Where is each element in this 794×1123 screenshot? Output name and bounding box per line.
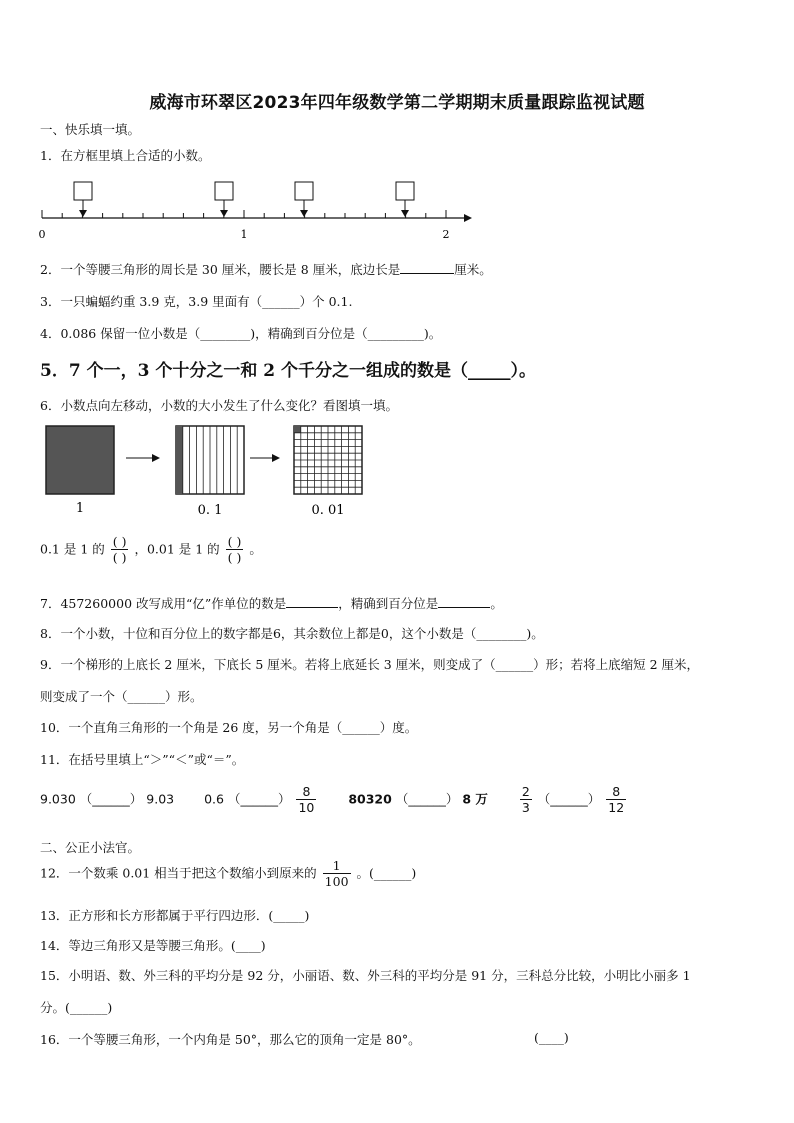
- number-line-arrow: [464, 214, 472, 222]
- answer-box-3: [295, 182, 313, 217]
- q6-frac1-den: ( ): [112, 550, 127, 565]
- q11b-fraction: [296, 784, 316, 815]
- question-13: 13．正方形和长方形都属于平行四边形．(_____): [40, 908, 310, 923]
- q11d-fraction-1: [520, 784, 532, 815]
- question-6: 6．小数点向左移动，小数的大小发生了什么变化？看图填一填。: [40, 398, 398, 413]
- q12-den: 100: [324, 874, 349, 889]
- question-10: 10．一个直角三角形的一个角是 26 度，另一个角是（______）度。: [40, 720, 418, 735]
- question-11: 11．在括号里填上“＞”“＜”或“＝”。: [40, 752, 245, 767]
- q11b-den: 10: [298, 800, 315, 815]
- tick-label-1: 1: [240, 228, 248, 241]
- question-9-line1: 9．一个梯形的上底长 2 厘米，下底长 5 厘米。若将上底延长 3 厘米，则变成了（______）形；若将上底缩短 2 厘米，: [40, 657, 700, 672]
- question-3: 3．一只蝙蝠约重 3.9 克，3.9 里面有（______）个 0.1.: [40, 294, 353, 309]
- section-1-heading: 一、快乐填一填。: [40, 122, 141, 137]
- q7-text3: 。: [490, 596, 503, 611]
- q11d-fraction-2: [606, 784, 626, 815]
- whole-square: [46, 426, 114, 494]
- q12-fraction: [323, 858, 351, 889]
- q11a-blank[interactable]: （______）: [79, 791, 143, 807]
- question-2-text: 2．一个等腰三角形的周长是 30 厘米，腰长是 8 厘米，底边长是: [40, 262, 401, 277]
- question-8: 8．一个小数，十位和百分位上的数字都是6，其余数位上都是0，这个小数是（________)。: [40, 626, 544, 641]
- q12-text1: 12．一个数乘 0.01 相当于把这个数缩小到原来的: [40, 865, 317, 881]
- q11b-num: 8: [296, 784, 316, 800]
- label-one: 1: [75, 501, 85, 516]
- question-1: 1．在方框里填上合适的小数。: [40, 148, 211, 163]
- q11d-num1: 2: [521, 784, 530, 799]
- section-2-heading: 二、公正小法官。: [40, 840, 141, 855]
- question-16: 16．一个等腰三角形，一个内角是 50°，那么它的顶角一定是 80°。: [40, 1032, 421, 1047]
- q6-answer-part3: 。: [249, 541, 262, 557]
- q6-fraction-1[interactable]: [111, 534, 129, 565]
- answer-box-1: [74, 182, 92, 217]
- page-title: 威海市环翠区2023年四年级数学第二学期期末质量跟踪监视试题: [149, 93, 645, 113]
- q6-answer-part1: 0.1 是 1 的: [40, 541, 105, 557]
- q11b-blank[interactable]: （______）: [227, 791, 291, 807]
- question-2-after: 厘米。: [454, 262, 492, 277]
- q7-text2: ，精确到百分位是: [338, 596, 439, 611]
- q11b-left: 0.6: [204, 791, 224, 807]
- q11d-blank[interactable]: （______）: [537, 791, 601, 807]
- q7-blank-1[interactable]: [286, 595, 338, 608]
- q7-text1: 7．457260000 改写成用“亿”作单位的数是: [40, 596, 287, 611]
- q12-text2[interactable]: 。(______): [356, 865, 417, 881]
- question-12: [40, 858, 416, 889]
- q6-frac1-num: ( ): [112, 534, 127, 549]
- q11d-num2: 8: [606, 784, 626, 800]
- question-11-items: [40, 784, 628, 815]
- q11c-right: 8 万: [462, 791, 488, 807]
- answer-box-4: [396, 182, 414, 217]
- q6-frac2-den: ( ): [227, 550, 242, 565]
- tick-label-2: 2: [442, 228, 450, 241]
- answer-box-2: [215, 182, 233, 217]
- question-15-line1: 15．小明语、数、外三科的平均分是 92 分，小丽语、数、外三科的平均分是 91 分，三科总分比较，小明比小丽多 1: [40, 968, 691, 983]
- q6-frac2-num: ( ): [227, 534, 242, 549]
- tick-label-0: 0: [38, 228, 46, 241]
- q11a-right: 9.03: [146, 791, 175, 807]
- question-4: 4．0.086 保留一位小数是（________)，精确到百分位是（_________)。: [40, 326, 442, 341]
- label-tenth: 0. 1: [197, 503, 223, 518]
- question-2: [40, 260, 492, 278]
- decimal-grid-figure: [40, 422, 380, 522]
- question-15-line2: 分。(______): [40, 1000, 113, 1015]
- question-9-line2: 则变成了一个（______）形。: [40, 689, 203, 704]
- q7-blank-2[interactable]: [438, 595, 490, 608]
- question-2-blank[interactable]: [400, 261, 454, 274]
- question-14: 14．等边三角形又是等腰三角形。(____): [40, 938, 266, 953]
- question-5: 5．7 个一，3 个十分之一和 2 个千分之一组成的数是（_____）。: [40, 361, 536, 381]
- q11d-den1: 3: [521, 800, 530, 815]
- q11c-left: 80320: [348, 791, 392, 807]
- q11d-den2: 12: [608, 800, 625, 815]
- question-16-paren[interactable]: (____): [534, 1030, 569, 1045]
- number-line-ticks: [42, 210, 446, 218]
- q11c-blank[interactable]: （______）: [395, 791, 459, 807]
- q12-num: 1: [323, 858, 351, 874]
- number-line: [36, 176, 476, 246]
- q11a-left: 9.030: [40, 791, 76, 807]
- label-hundredth: 0. 01: [311, 503, 345, 518]
- q6-answer-part2: ，0.01 是 1 的: [134, 541, 220, 557]
- question-7: [40, 594, 503, 612]
- tenths-square: [176, 426, 244, 494]
- hundredths-square: [294, 426, 362, 494]
- q6-fraction-2[interactable]: [226, 534, 244, 565]
- question-6-answer: [40, 534, 262, 565]
